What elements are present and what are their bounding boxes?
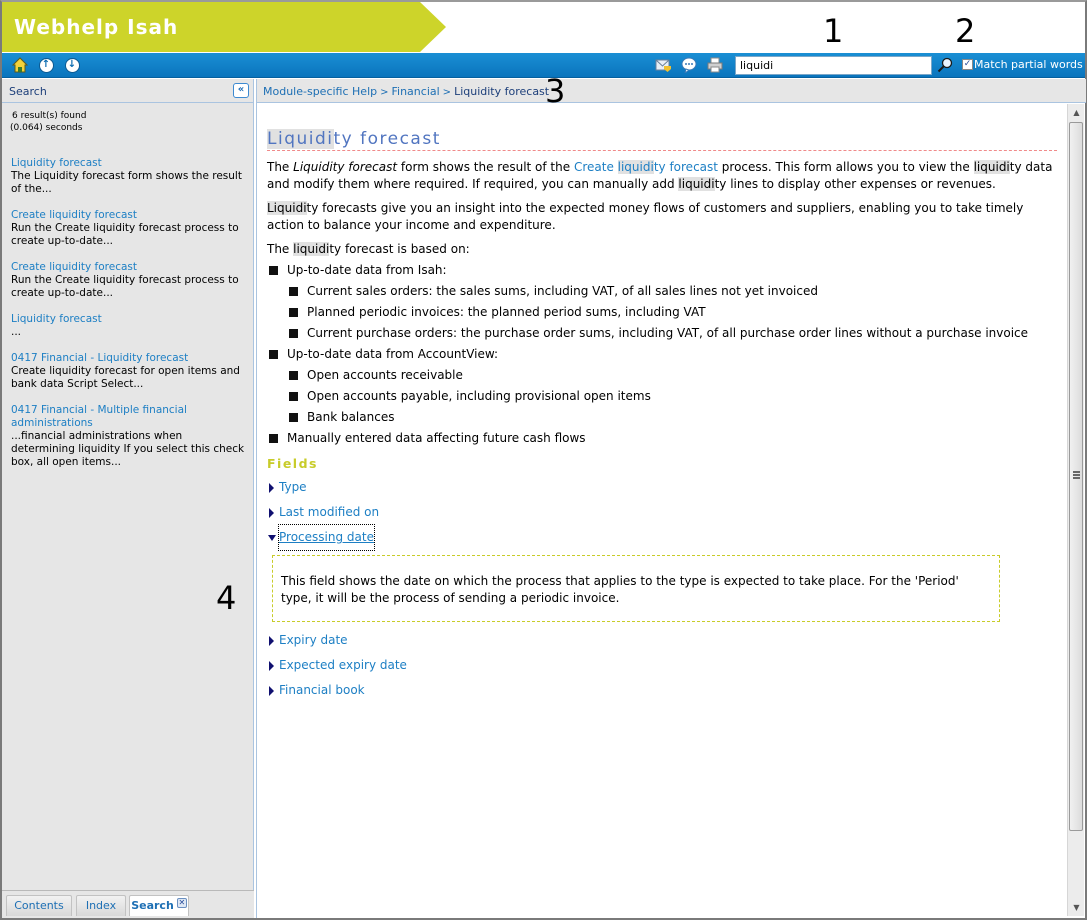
close-tab-icon[interactable]: ✕ <box>178 898 186 907</box>
search-result-link[interactable]: Liquidity forecast <box>11 313 102 325</box>
match-partial-words-option[interactable] <box>962 58 1083 71</box>
scrollbar-thumb[interactable] <box>1069 122 1083 831</box>
field-toggle-financial-book[interactable]: Financial book <box>267 678 1057 703</box>
search-result-link[interactable]: 0417 Financial - Multiple financial administrations <box>11 404 187 429</box>
list-item: Open accounts payable, including provisional open items <box>287 386 1057 407</box>
list-item: Up-to-date data from AccountView: Open accounts receivable Open accounts payable, including provisional open items Bank balances <box>267 344 1057 428</box>
vertical-scrollbar[interactable] <box>1067 104 1084 916</box>
search-panel-header <box>2 79 254 103</box>
breadcrumb-separator: > <box>380 87 389 98</box>
search-result-link[interactable]: Create liquidity forecast <box>11 261 138 273</box>
search-result <box>11 261 249 300</box>
breadcrumb <box>263 85 549 98</box>
breadcrumb-current: Liquidity forecast <box>454 85 550 98</box>
tab-search[interactable] <box>129 895 189 916</box>
field-toggle-expected-expiry-date[interactable]: Expected expiry date <box>267 653 1057 678</box>
email-icon[interactable] <box>655 57 671 73</box>
list-item: Planned periodic invoices: the planned period sums, including VAT <box>287 302 1057 323</box>
sources-list <box>267 260 1057 449</box>
topic-panel <box>216 72 1085 918</box>
insight-paragraph: Liquidity forecasts give you an insight into the expected money flows of customers and suppliers, enabling you to take timely action to balance your income and expenditure. <box>267 201 1024 232</box>
search-result-snippet: Run the Create liquidity forecast process to create up-to-date... <box>11 222 239 247</box>
bullet-icon <box>289 287 298 296</box>
search-result-snippet: ...financial administrations when determining liquidity If you select this check box, all open items... <box>11 430 245 468</box>
search-result-snippet: Create liquidity forecast for open items and bank data Script Select... <box>11 365 240 390</box>
bullet-icon <box>289 329 298 338</box>
field-description-processing-date: This field shows the date on which the process that applies to the type is expected to take place. For the 'Period' type, it will be the process of sending a periodic invoice. <box>272 555 1000 622</box>
collapse-arrow-icon <box>268 535 276 541</box>
create-liquidity-forecast-link[interactable]: Create liquidity forecast <box>573 160 718 174</box>
bullet-icon <box>289 371 298 380</box>
fields-heading: Fields <box>267 456 318 471</box>
expand-arrow-icon <box>269 508 274 518</box>
list-item: Up-to-date data from Isah: Current sales orders: the sales sums, including VAT, of all sales lines not yet invoiced Planned periodic invoices: the planned period sums, including VAT Current purchase orders: the purchase order sums, including VAT, of all purchase order lines without a purchase invoice <box>267 260 1057 344</box>
previous-topic-icon[interactable]: ↑ <box>38 57 54 73</box>
search-result-snippet: Run the Create liquidity forecast process to create up-to-date... <box>11 274 239 299</box>
search-icon[interactable] <box>937 57 953 73</box>
bullet-icon <box>269 350 278 359</box>
list-item: Bank balances <box>287 407 1057 428</box>
bullet-icon <box>289 308 298 317</box>
field-toggle-processing-date[interactable]: Processing date <box>267 525 1057 550</box>
tab-label: Search <box>131 899 174 912</box>
tab-contents[interactable] <box>6 895 72 916</box>
list-item: Current purchase orders: the purchase order sums, including VAT, of all purchase order lines without a purchase invoice <box>287 323 1057 344</box>
breadcrumb-bar <box>257 79 1086 103</box>
header-banner <box>2 2 1085 52</box>
search-result-snippet: The Liquidity forecast form shows the result of the... <box>11 170 242 195</box>
search-results-list <box>11 157 249 482</box>
intro-paragraph: The Liquidity forecast form shows the result of the Create liquidity forecast process. This form allows you to view the liquidity data and modify them where required. If required, you can manually add liquidity lines to display other expenses or revenues. <box>267 160 1053 191</box>
scroll-down-icon[interactable]: ▼ <box>1073 903 1080 912</box>
field-toggle-last-modified-on[interactable]: Last modified on <box>267 500 1057 525</box>
collapse-panel-icon[interactable]: « <box>233 83 249 98</box>
bullet-icon <box>269 434 278 443</box>
search-result <box>11 404 249 469</box>
breadcrumb-link[interactable]: Module-specific Help <box>263 85 378 98</box>
app-title: Webhelp Isah <box>14 15 179 39</box>
field-toggle-type[interactable]: Type <box>267 475 1057 500</box>
match-partial-checkbox[interactable]: ✓ <box>963 59 972 69</box>
search-result-link[interactable]: Liquidity forecast <box>11 157 102 169</box>
breadcrumb-separator: > <box>442 87 452 98</box>
field-toggle-expiry-date[interactable]: Expiry date <box>267 628 1057 653</box>
scroll-up-icon[interactable]: ▲ <box>1073 108 1080 117</box>
search-result-snippet: ... <box>11 326 22 338</box>
panel-title: Search <box>9 85 47 98</box>
toolbar <box>2 53 1085 78</box>
breadcrumb-link[interactable]: Financial <box>391 85 440 98</box>
topic-content <box>267 129 1057 703</box>
annotation-3: 3 <box>545 72 566 110</box>
annotation-4: 4 <box>216 579 237 617</box>
annotation-1: 1 <box>823 12 844 50</box>
bullet-icon <box>289 392 298 401</box>
panel-tabs <box>2 890 254 918</box>
feedback-icon[interactable] <box>681 57 697 73</box>
search-result-link[interactable]: Create liquidity forecast <box>11 209 138 221</box>
search-result <box>11 209 249 248</box>
expand-arrow-icon <box>269 636 274 646</box>
search-result-link[interactable]: 0417 Financial - Liquidity forecast <box>11 352 189 364</box>
home-icon[interactable] <box>12 57 28 73</box>
grip-icon <box>1073 471 1080 479</box>
search-result <box>11 313 249 339</box>
page-title: Liquidity forecast <box>267 129 1057 151</box>
results-time: (0.064) seconds <box>10 123 83 133</box>
results-count: 6 result(s) found <box>12 111 87 121</box>
search-input[interactable] <box>735 56 932 75</box>
bullet-icon <box>269 266 278 275</box>
bullet-icon <box>289 413 298 422</box>
expand-arrow-icon <box>269 483 274 493</box>
based-on-paragraph: The liquidity forecast is based on: <box>267 242 470 256</box>
expand-arrow-icon <box>269 661 274 671</box>
navigation-panel <box>2 79 254 918</box>
next-topic-icon[interactable]: ↓ <box>64 57 80 73</box>
print-icon[interactable] <box>707 57 723 73</box>
match-partial-label: Match partial words <box>974 58 1083 71</box>
annotation-2: 2 <box>955 12 976 50</box>
list-item: Open accounts receivable <box>287 365 1057 386</box>
search-result <box>11 157 249 196</box>
list-item: Current sales orders: the sales sums, including VAT, of all sales lines not yet invoiced <box>287 281 1057 302</box>
list-item: Manually entered data affecting future cash flows <box>267 428 1057 449</box>
expand-arrow-icon <box>269 686 274 696</box>
tab-label: Index <box>85 899 117 912</box>
tab-label: Contents <box>14 899 64 912</box>
tab-index[interactable] <box>76 895 126 916</box>
search-result <box>11 352 249 391</box>
results-summary <box>10 110 86 134</box>
